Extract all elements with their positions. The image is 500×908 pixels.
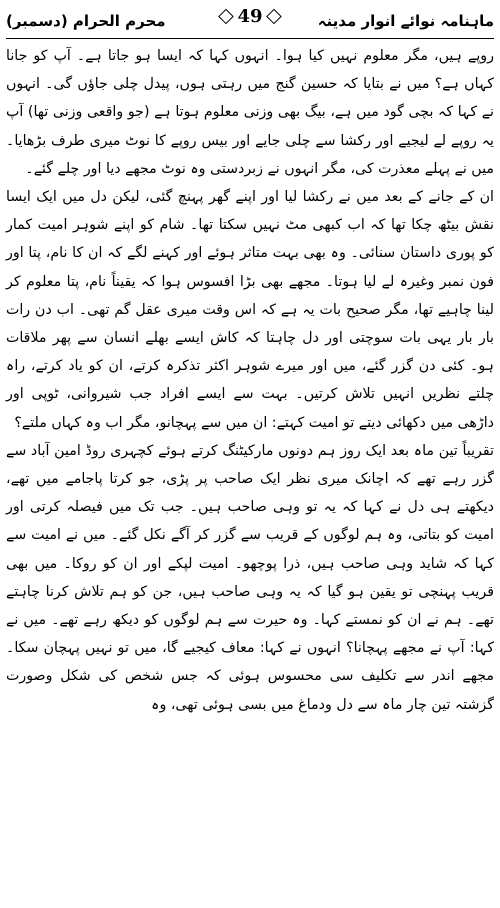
page-number-block: [220, 6, 279, 27]
diamond-ornament-icon: [266, 9, 282, 25]
paragraph: ان کے جانے کے بعد میں نے رکشا لیا اور اپنے گھر پہنچ گئی، لیکن دل میں ایک ایسا نقش بیٹھ چکا تھا کہ اب کبھی مٹ نہیں سکتا تھا۔ شام کو اپنے شوہر امیت کمار کو پوری داستان سنائی۔ وہ بھی بہت متاثر ہوئے اور کہنے لگے کہ ان کا نام، پتا اور فون نمبر وغیرہ لے لیا ہوتا۔ مجھے بھی بڑا افسوس ہوا کہ یقیناً نام، پتا معلوم کر لینا چاہیے تھا، مگر صحیح بات یہ ہے کہ اس وقت میری عقل گم تھی۔ اب دن رات بار بار یہی بات سوچتی اور دل چاہتا کہ کاش ایسے بھلے انسان سے پھر ملاقات ہو۔ کئی دن گزر گئے، میں اور میرے شوہر اکثر تذکرہ کرتے، ان کو یاد کرتے، راہ چلتے نظریں انہیں تلاش کرتیں۔ بہت سے ایسے افراد جب شیروانی، ٹوپی اور داڑھی میں دکھائی دیتے تو امیت کہتے: ان میں سے پہچانو، مگر اب وہ کہاں ملتے؟: [6, 189, 494, 431]
paragraph: تقریباً تین ماہ بعد ایک روز ہم دونوں مارکیٹنگ کرتے ہوئے کچہری روڈ امین آباد سے گزر رہے تھے کہ اچانک میری نظر ایک صاحب پر پڑی، جو کرتا پاجامے میں تھے، دیکھتے ہی دل نے کہا کہ یہ تو وہی صاحب ہیں۔ جب تک میں فیصلہ کرتی اور امیت کو بتاتی، وہ ہم لوگوں کے قریب سے گزر کر آگے نکل گئے۔ میں نے امیت سے کہا کہ شاید وہی صاحب ہیں، ذرا پوچھو۔ امیت لپکے اور ان کو روکا۔ میں بھی قریب پہنچی تو یقین ہو گیا کہ یہ وہی صاحب ہیں، جن کو ہم تلاش کرنا چاہتے تھے۔ ہم نے ان کو نمستے کہا۔ وہ حیرت سے ہم لوگوں کو دیکھ رہے تھے۔ میں نے کہا: آپ نے مجھے پہچانا؟ انہوں نے کہا: معاف کیجیے گا، میں تو نہیں پہچان سکا۔ مجھے اندر سے تکلیف سی محسوس ہوئی کہ جس شخص کی شکل وصورت گزشتہ تین چار ماہ سے دل ودماغ میں بسی ہوئی تھی، وہ: [6, 442, 494, 713]
header-rule: [6, 38, 494, 39]
magazine-title: ماہنامہ نوائے انوار مدینہ: [317, 12, 494, 30]
issue-label: محرم الحرام (دسمبر): [6, 12, 166, 30]
page-number: 49: [237, 6, 263, 27]
magazine-page: [6, 4, 494, 904]
page-header: [6, 4, 494, 38]
paragraph: روپے ہیں، مگر معلوم نہیں کیا ہوا۔ انہوں کہا کہ ایسا ہو جاتا ہے۔ آپ کو جانا کہاں ہے؟ میں نے بتایا کہ حسین گنج میں رہتی ہوں، پیدل چلی جاؤں گی۔ انہوں نے کہا کہ بچی گود میں ہے، بیگ بھی وزنی معلوم ہوتا ہے (جو واقعی وزنی تھا) آپ یہ روپے لے لیجیے اور رکشا سے چلی جایے اور بیس روپے کا نوٹ میری طرف بڑھایا۔ میں نے پہلے معذرت کی، مگر انہوں نے زبردستی وہ نوٹ مجھے دیا اور چلے گئے۔: [6, 48, 494, 177]
article-body: [6, 42, 494, 719]
diamond-ornament-icon: [218, 9, 234, 25]
